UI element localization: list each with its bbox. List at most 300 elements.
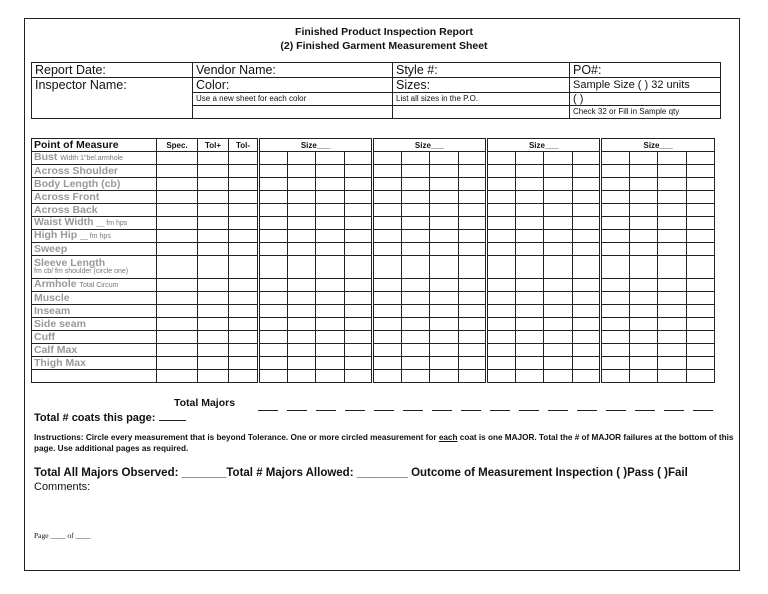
measurement-cell[interactable]	[572, 357, 601, 370]
measurement-cell[interactable]	[572, 318, 601, 331]
measurement-cell[interactable]	[658, 152, 687, 165]
measurement-cell[interactable]	[544, 165, 573, 178]
measurement-cell[interactable]	[401, 292, 430, 305]
measurement-cell[interactable]	[629, 191, 658, 204]
measurement-cell[interactable]	[430, 279, 459, 292]
tolerance-cell[interactable]	[198, 230, 229, 243]
measurement-cell[interactable]	[515, 331, 544, 344]
measurement-cell[interactable]	[259, 357, 288, 370]
measurement-cell[interactable]	[259, 178, 288, 191]
inspector-name-field[interactable]: Inspector Name:	[32, 78, 193, 93]
measurement-cell[interactable]	[658, 204, 687, 217]
measurement-cell[interactable]	[572, 292, 601, 305]
measurement-cell[interactable]	[430, 357, 459, 370]
measurement-cell[interactable]	[572, 331, 601, 344]
measurement-cell[interactable]	[487, 318, 516, 331]
measurement-cell[interactable]	[601, 370, 630, 383]
tolerance-cell[interactable]	[198, 305, 229, 318]
measurement-cell[interactable]	[287, 357, 316, 370]
measurement-cell[interactable]	[458, 256, 487, 279]
measurement-cell[interactable]	[572, 217, 601, 230]
spec-cell[interactable]	[157, 178, 198, 191]
measurement-cell[interactable]	[344, 292, 373, 305]
measurement-cell[interactable]	[430, 331, 459, 344]
measurement-cell[interactable]	[373, 178, 402, 191]
measurement-cell[interactable]	[430, 292, 459, 305]
measurement-cell[interactable]	[601, 256, 630, 279]
measurement-cell[interactable]	[515, 204, 544, 217]
tolerance-cell[interactable]	[198, 217, 229, 230]
major-blank[interactable]	[461, 410, 481, 411]
measurement-cell[interactable]	[259, 217, 288, 230]
measurement-cell[interactable]	[287, 178, 316, 191]
measurement-cell[interactable]	[430, 344, 459, 357]
measurement-cell[interactable]	[515, 370, 544, 383]
measurement-cell[interactable]	[430, 370, 459, 383]
measurement-cell[interactable]	[544, 191, 573, 204]
major-blank[interactable]	[316, 410, 336, 411]
spec-cell[interactable]	[157, 331, 198, 344]
measurement-cell[interactable]	[344, 217, 373, 230]
measurement-cell[interactable]	[373, 191, 402, 204]
measurement-cell[interactable]	[686, 318, 715, 331]
measurement-cell[interactable]	[373, 305, 402, 318]
measurement-cell[interactable]	[401, 165, 430, 178]
measurement-cell[interactable]	[316, 370, 345, 383]
measurement-cell[interactable]	[316, 217, 345, 230]
po-number-field[interactable]: PO#:	[570, 63, 721, 78]
measurement-cell[interactable]	[487, 370, 516, 383]
major-blank[interactable]	[403, 410, 423, 411]
measurement-cell[interactable]	[259, 230, 288, 243]
measurement-cell[interactable]	[487, 344, 516, 357]
measurement-cell[interactable]	[458, 243, 487, 256]
measurement-cell[interactable]	[487, 230, 516, 243]
major-blank[interactable]	[345, 410, 365, 411]
measurement-cell[interactable]	[544, 331, 573, 344]
measurement-cell[interactable]	[458, 279, 487, 292]
color-field[interactable]: Color:	[193, 78, 393, 93]
measurement-cell[interactable]	[572, 204, 601, 217]
measurement-cell[interactable]	[316, 331, 345, 344]
tolerance-cell[interactable]	[229, 152, 259, 165]
major-blank[interactable]	[606, 410, 626, 411]
measurement-cell[interactable]	[344, 152, 373, 165]
measurement-cell[interactable]	[401, 243, 430, 256]
measurement-cell[interactable]	[287, 165, 316, 178]
measurement-cell[interactable]	[515, 217, 544, 230]
measurement-cell[interactable]	[515, 165, 544, 178]
measurement-cell[interactable]	[458, 305, 487, 318]
measurement-cell[interactable]	[287, 305, 316, 318]
measurement-cell[interactable]	[544, 178, 573, 191]
measurement-cell[interactable]	[401, 279, 430, 292]
measurement-cell[interactable]	[430, 178, 459, 191]
tolerance-cell[interactable]	[198, 243, 229, 256]
tolerance-cell[interactable]	[229, 370, 259, 383]
spec-cell[interactable]	[157, 357, 198, 370]
measurement-cell[interactable]	[373, 217, 402, 230]
measurement-cell[interactable]	[344, 191, 373, 204]
measurement-cell[interactable]	[658, 243, 687, 256]
major-blank[interactable]	[577, 410, 597, 411]
measurement-cell[interactable]	[259, 191, 288, 204]
major-blank[interactable]	[258, 410, 278, 411]
measurement-cell[interactable]	[658, 217, 687, 230]
measurement-cell[interactable]	[344, 357, 373, 370]
measurement-cell[interactable]	[344, 305, 373, 318]
measurement-cell[interactable]	[686, 279, 715, 292]
measurement-cell[interactable]	[658, 256, 687, 279]
measurement-cell[interactable]	[515, 357, 544, 370]
measurement-cell[interactable]	[686, 292, 715, 305]
tolerance-cell[interactable]	[198, 279, 229, 292]
measurement-cell[interactable]	[259, 279, 288, 292]
major-blank[interactable]	[693, 410, 713, 411]
measurement-cell[interactable]	[430, 204, 459, 217]
measurement-cell[interactable]	[344, 318, 373, 331]
measurement-cell[interactable]	[572, 370, 601, 383]
measurement-cell[interactable]	[287, 230, 316, 243]
measurement-cell[interactable]	[544, 357, 573, 370]
measurement-cell[interactable]	[544, 305, 573, 318]
spec-cell[interactable]	[157, 191, 198, 204]
measurement-cell[interactable]	[430, 217, 459, 230]
spec-cell[interactable]	[157, 370, 198, 383]
measurement-cell[interactable]	[287, 256, 316, 279]
measurement-cell[interactable]	[401, 230, 430, 243]
measurement-cell[interactable]	[487, 243, 516, 256]
measurement-cell[interactable]	[515, 152, 544, 165]
tolerance-cell[interactable]	[198, 152, 229, 165]
measurement-cell[interactable]	[686, 243, 715, 256]
tolerance-cell[interactable]	[229, 279, 259, 292]
measurement-cell[interactable]	[601, 331, 630, 344]
measurement-cell[interactable]	[629, 230, 658, 243]
measurement-cell[interactable]	[259, 344, 288, 357]
measurement-cell[interactable]	[259, 331, 288, 344]
measurement-cell[interactable]	[344, 331, 373, 344]
measurement-cell[interactable]	[515, 305, 544, 318]
measurement-cell[interactable]	[287, 204, 316, 217]
measurement-cell[interactable]	[629, 331, 658, 344]
spec-cell[interactable]	[157, 243, 198, 256]
measurement-cell[interactable]	[629, 152, 658, 165]
coats-blank[interactable]	[159, 410, 186, 421]
measurement-cell[interactable]	[515, 318, 544, 331]
measurement-cell[interactable]	[686, 305, 715, 318]
measurement-cell[interactable]	[658, 279, 687, 292]
measurement-cell[interactable]	[373, 344, 402, 357]
measurement-cell[interactable]	[373, 292, 402, 305]
measurement-cell[interactable]	[430, 256, 459, 279]
tolerance-cell[interactable]	[229, 178, 259, 191]
measurement-cell[interactable]	[344, 165, 373, 178]
measurement-cell[interactable]	[601, 305, 630, 318]
measurement-cell[interactable]	[401, 217, 430, 230]
measurement-cell[interactable]	[373, 331, 402, 344]
measurement-cell[interactable]	[373, 370, 402, 383]
spec-cell[interactable]	[157, 256, 198, 279]
tolerance-cell[interactable]	[198, 256, 229, 279]
tolerance-cell[interactable]	[229, 318, 259, 331]
measurement-cell[interactable]	[458, 370, 487, 383]
tolerance-cell[interactable]	[229, 256, 259, 279]
measurement-cell[interactable]	[316, 256, 345, 279]
measurement-cell[interactable]	[401, 152, 430, 165]
tolerance-cell[interactable]	[229, 243, 259, 256]
measurement-cell[interactable]	[316, 152, 345, 165]
measurement-cell[interactable]	[316, 318, 345, 331]
measurement-cell[interactable]	[373, 243, 402, 256]
tolerance-cell[interactable]	[229, 204, 259, 217]
measurement-cell[interactable]	[373, 204, 402, 217]
measurement-cell[interactable]	[515, 230, 544, 243]
measurement-cell[interactable]	[658, 178, 687, 191]
measurement-cell[interactable]	[686, 217, 715, 230]
measurement-cell[interactable]	[686, 357, 715, 370]
tolerance-cell[interactable]	[229, 230, 259, 243]
measurement-cell[interactable]	[430, 305, 459, 318]
major-blank[interactable]	[287, 410, 307, 411]
measurement-cell[interactable]	[629, 256, 658, 279]
measurement-cell[interactable]	[401, 256, 430, 279]
measurement-cell[interactable]	[316, 178, 345, 191]
measurement-cell[interactable]	[259, 243, 288, 256]
measurement-cell[interactable]	[658, 191, 687, 204]
measurement-cell[interactable]	[487, 217, 516, 230]
measurement-cell[interactable]	[601, 191, 630, 204]
tolerance-cell[interactable]	[198, 204, 229, 217]
vendor-name-field[interactable]: Vendor Name:	[193, 63, 393, 78]
measurement-cell[interactable]	[430, 318, 459, 331]
measurement-cell[interactable]	[458, 152, 487, 165]
measurement-cell[interactable]	[572, 305, 601, 318]
measurement-cell[interactable]	[487, 152, 516, 165]
measurement-cell[interactable]	[658, 292, 687, 305]
tolerance-cell[interactable]	[198, 292, 229, 305]
measurement-cell[interactable]	[601, 152, 630, 165]
measurement-cell[interactable]	[487, 204, 516, 217]
measurement-cell[interactable]	[373, 357, 402, 370]
measurement-cell[interactable]	[515, 292, 544, 305]
measurement-cell[interactable]	[629, 292, 658, 305]
measurement-cell[interactable]	[430, 191, 459, 204]
measurement-cell[interactable]	[658, 357, 687, 370]
measurement-cell[interactable]	[601, 165, 630, 178]
sample-size-field[interactable]: Sample Size ( ) 32 units	[570, 78, 721, 93]
measurement-cell[interactable]	[572, 178, 601, 191]
measurement-cell[interactable]	[316, 191, 345, 204]
measurement-cell[interactable]	[287, 331, 316, 344]
measurement-cell[interactable]	[515, 191, 544, 204]
measurement-cell[interactable]	[316, 243, 345, 256]
measurement-cell[interactable]	[629, 318, 658, 331]
measurement-cell[interactable]	[458, 318, 487, 331]
measurement-cell[interactable]	[658, 344, 687, 357]
tolerance-cell[interactable]	[229, 305, 259, 318]
measurement-cell[interactable]	[344, 178, 373, 191]
tolerance-cell[interactable]	[198, 370, 229, 383]
measurement-cell[interactable]	[544, 292, 573, 305]
measurement-cell[interactable]	[316, 357, 345, 370]
measurement-cell[interactable]	[401, 204, 430, 217]
measurement-cell[interactable]	[316, 230, 345, 243]
measurement-cell[interactable]	[658, 305, 687, 318]
measurement-cell[interactable]	[544, 204, 573, 217]
sample-size-checkbox[interactable]: ( )	[570, 93, 721, 106]
measurement-cell[interactable]	[686, 331, 715, 344]
measurement-cell[interactable]	[658, 230, 687, 243]
measurement-cell[interactable]	[601, 357, 630, 370]
measurement-cell[interactable]	[515, 279, 544, 292]
measurement-cell[interactable]	[601, 204, 630, 217]
measurement-cell[interactable]	[601, 344, 630, 357]
measurement-cell[interactable]	[544, 256, 573, 279]
tolerance-cell[interactable]	[229, 331, 259, 344]
measurement-cell[interactable]	[658, 165, 687, 178]
measurement-cell[interactable]	[430, 243, 459, 256]
measurement-cell[interactable]	[344, 279, 373, 292]
measurement-cell[interactable]	[686, 370, 715, 383]
measurement-cell[interactable]	[316, 279, 345, 292]
measurement-cell[interactable]	[458, 230, 487, 243]
measurement-cell[interactable]	[544, 152, 573, 165]
measurement-cell[interactable]	[344, 344, 373, 357]
measurement-cell[interactable]	[544, 318, 573, 331]
measurement-cell[interactable]	[487, 357, 516, 370]
tolerance-cell[interactable]	[198, 191, 229, 204]
measurement-cell[interactable]	[373, 256, 402, 279]
measurement-cell[interactable]	[544, 344, 573, 357]
measurement-cell[interactable]	[259, 370, 288, 383]
spec-cell[interactable]	[157, 230, 198, 243]
measurement-cell[interactable]	[316, 305, 345, 318]
measurement-cell[interactable]	[287, 243, 316, 256]
measurement-cell[interactable]	[601, 243, 630, 256]
measurement-cell[interactable]	[544, 279, 573, 292]
measurement-cell[interactable]	[487, 165, 516, 178]
measurement-cell[interactable]	[601, 292, 630, 305]
tolerance-cell[interactable]	[229, 217, 259, 230]
measurement-cell[interactable]	[515, 243, 544, 256]
spec-cell[interactable]	[157, 318, 198, 331]
spec-cell[interactable]	[157, 217, 198, 230]
measurement-cell[interactable]	[487, 292, 516, 305]
measurement-cell[interactable]	[287, 292, 316, 305]
measurement-cell[interactable]	[401, 370, 430, 383]
measurement-cell[interactable]	[572, 279, 601, 292]
tolerance-cell[interactable]	[229, 292, 259, 305]
major-blank[interactable]	[664, 410, 684, 411]
measurement-cell[interactable]	[287, 318, 316, 331]
measurement-cell[interactable]	[686, 230, 715, 243]
measurement-cell[interactable]	[572, 344, 601, 357]
measurement-cell[interactable]	[259, 152, 288, 165]
measurement-cell[interactable]	[344, 243, 373, 256]
tolerance-cell[interactable]	[198, 318, 229, 331]
spec-cell[interactable]	[157, 279, 198, 292]
measurement-cell[interactable]	[487, 331, 516, 344]
measurement-cell[interactable]	[316, 204, 345, 217]
spec-cell[interactable]	[157, 344, 198, 357]
measurement-cell[interactable]	[686, 152, 715, 165]
measurement-cell[interactable]	[401, 178, 430, 191]
tolerance-cell[interactable]	[229, 357, 259, 370]
report-date-field[interactable]: Report Date:	[32, 63, 193, 78]
measurement-cell[interactable]	[287, 344, 316, 357]
measurement-cell[interactable]	[259, 292, 288, 305]
measurement-cell[interactable]	[487, 279, 516, 292]
measurement-cell[interactable]	[572, 243, 601, 256]
measurement-cell[interactable]	[487, 305, 516, 318]
measurement-cell[interactable]	[629, 357, 658, 370]
measurement-cell[interactable]	[430, 230, 459, 243]
measurement-cell[interactable]	[287, 152, 316, 165]
spec-cell[interactable]	[157, 292, 198, 305]
major-blank[interactable]	[490, 410, 510, 411]
measurement-cell[interactable]	[487, 191, 516, 204]
measurement-cell[interactable]	[316, 344, 345, 357]
style-number-field[interactable]: Style #:	[393, 63, 570, 78]
measurement-cell[interactable]	[430, 165, 459, 178]
measurement-cell[interactable]	[344, 204, 373, 217]
major-blank[interactable]	[519, 410, 539, 411]
measurement-cell[interactable]	[287, 279, 316, 292]
measurement-cell[interactable]	[658, 318, 687, 331]
measurement-cell[interactable]	[259, 165, 288, 178]
tolerance-cell[interactable]	[198, 331, 229, 344]
measurement-cell[interactable]	[458, 165, 487, 178]
measurement-cell[interactable]	[686, 204, 715, 217]
measurement-cell[interactable]	[401, 331, 430, 344]
measurement-cell[interactable]	[544, 217, 573, 230]
measurement-cell[interactable]	[401, 191, 430, 204]
measurement-cell[interactable]	[629, 165, 658, 178]
measurement-cell[interactable]	[316, 292, 345, 305]
measurement-cell[interactable]	[629, 305, 658, 318]
tolerance-cell[interactable]	[198, 344, 229, 357]
tolerance-cell[interactable]	[229, 165, 259, 178]
tolerance-cell[interactable]	[198, 165, 229, 178]
measurement-cell[interactable]	[458, 357, 487, 370]
measurement-cell[interactable]	[287, 370, 316, 383]
measurement-cell[interactable]	[458, 344, 487, 357]
measurement-cell[interactable]	[344, 230, 373, 243]
spec-cell[interactable]	[157, 165, 198, 178]
measurement-cell[interactable]	[515, 256, 544, 279]
measurement-cell[interactable]	[287, 217, 316, 230]
measurement-cell[interactable]	[373, 318, 402, 331]
spec-cell[interactable]	[157, 305, 198, 318]
measurement-cell[interactable]	[629, 178, 658, 191]
measurement-cell[interactable]	[572, 256, 601, 279]
measurement-cell[interactable]	[572, 191, 601, 204]
measurement-cell[interactable]	[629, 279, 658, 292]
tolerance-cell[interactable]	[198, 178, 229, 191]
measurement-cell[interactable]	[259, 204, 288, 217]
measurement-cell[interactable]	[259, 318, 288, 331]
measurement-cell[interactable]	[287, 191, 316, 204]
measurement-cell[interactable]	[515, 344, 544, 357]
measurement-cell[interactable]	[373, 152, 402, 165]
tolerance-cell[interactable]	[229, 344, 259, 357]
measurement-cell[interactable]	[430, 152, 459, 165]
spec-cell[interactable]	[157, 152, 198, 165]
measurement-cell[interactable]	[487, 178, 516, 191]
measurement-cell[interactable]	[458, 204, 487, 217]
measurement-cell[interactable]	[544, 230, 573, 243]
